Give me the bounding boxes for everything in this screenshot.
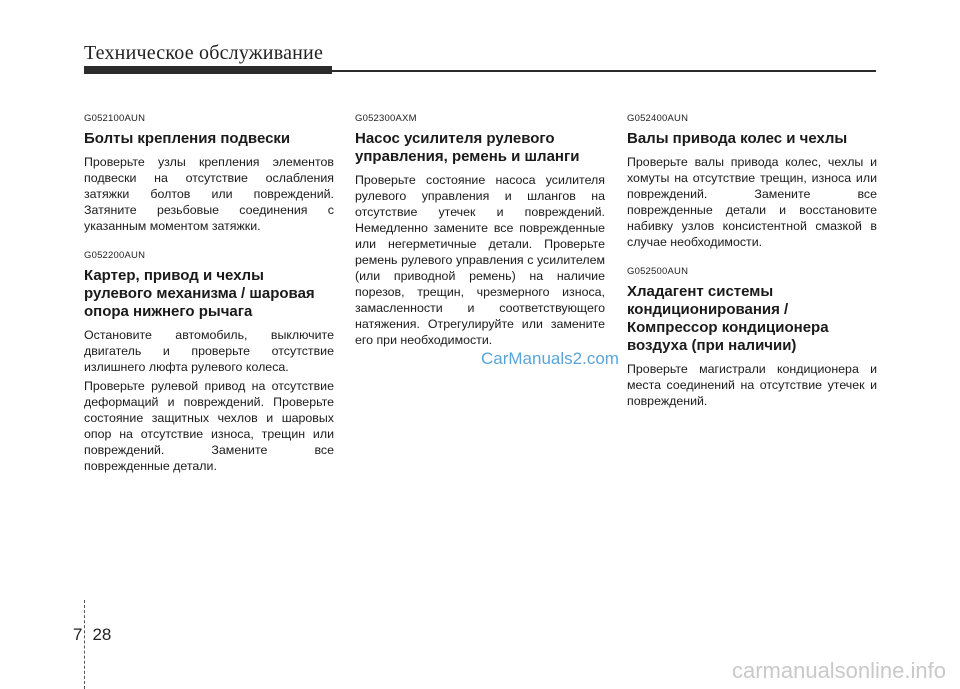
footer-site-watermark: carmanualsonline.info bbox=[731, 658, 946, 683]
header-rule-thin bbox=[332, 70, 876, 72]
header-rule-thick bbox=[84, 66, 332, 74]
section-heading: Валы привода колес и чехлы bbox=[627, 130, 848, 147]
section-code: G052400AUN bbox=[627, 113, 689, 124]
section-heading: Картер, привод и чехлы рулевого механизма / шаровая опора нижнего рычага bbox=[84, 267, 315, 320]
section-paragraph: Проверьте валы привода колес, чехлы и хомуты на отсутствие трещин, износа или повреждений. Замените все поврежденные детали и восстановите набивку узлов консистентной смазкой в случае необходимости. bbox=[627, 155, 877, 249]
section-paragraph: Остановите автомобиль, выключите двигатель и проверьте отсутствие излишнего люфта рулевого колеса. bbox=[84, 328, 334, 374]
chapter-number: 7 bbox=[73, 625, 83, 644]
watermark-link[interactable]: CarManuals2.com bbox=[481, 349, 619, 368]
section-heading: Болты крепления подвески bbox=[84, 130, 291, 147]
section-paragraph: Проверьте узлы крепления элементов подвески на отсутствие ослабления затяжки болтов или повреждений. Затяните резьбовые соединения с указанным моментом затяжки. bbox=[84, 155, 334, 233]
section-paragraph: Проверьте рулевой привод на отсутствие деформаций и повреждений. Проверьте состояние защитных чехлов и шаровых опор на отсутствие износа, трещин или повреждений. Замените все поврежденные детали. bbox=[84, 379, 334, 473]
section-paragraph: Проверьте состояние насоса усилителя рулевого управления и шлангов на отсутствие утечек и повреждений. Немедленно замените все поврежденные или негерметичные детали. Проверьте ремень рулевого управления с усилителем (или приводной ремень) на наличие порезов, трещин, чрезмерного износа, замасленности и соответствующего натяжения. Отрегулируйте или замените его при необходимости. bbox=[355, 173, 605, 347]
column-middle bbox=[355, 113, 605, 364]
page-number bbox=[73, 625, 111, 645]
section-air-conditioning bbox=[627, 266, 877, 409]
page-header-title: Техническое обслуживание bbox=[84, 42, 324, 64]
section-code: G052500AUN bbox=[627, 266, 689, 277]
section-code: G052200AUN bbox=[84, 250, 146, 261]
page-number-value: 28 bbox=[92, 625, 112, 644]
section-code: G052100AUN bbox=[84, 113, 146, 124]
section-paragraph: Проверьте магистрали кондиционера и места соединений на отсутствие утечек и повреждений. bbox=[627, 362, 877, 408]
section-drive-shafts bbox=[627, 113, 877, 250]
column-right bbox=[627, 113, 877, 425]
column-left bbox=[84, 113, 334, 490]
section-code: G052300AXM bbox=[355, 113, 417, 124]
section-heading: Хладагент системы кондиционирования / Компрессор кондиционера воздуха (при наличии) bbox=[627, 283, 829, 354]
section-power-steering-pump bbox=[355, 113, 605, 348]
section-heading: Насос усилителя рулевого управления, ремень и шланги bbox=[355, 130, 580, 165]
section-suspension-bolts bbox=[84, 113, 334, 234]
section-steering-gear bbox=[84, 250, 334, 474]
